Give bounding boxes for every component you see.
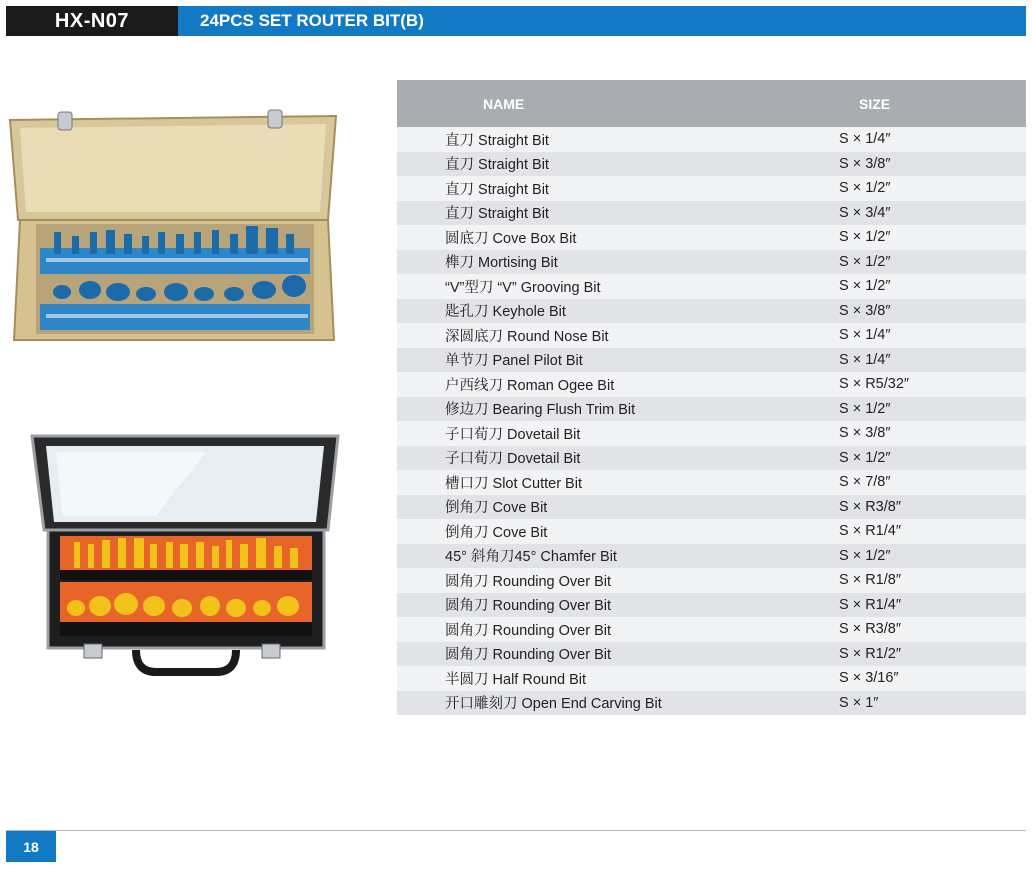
table-row — [397, 397, 1026, 422]
table-row — [397, 372, 1026, 397]
bit-size: S × 3/4″ — [839, 204, 891, 221]
bit-name: 匙孔刀 Keyhole Bit — [445, 304, 566, 321]
specification-table — [397, 80, 1026, 715]
bit-size: S × 1/4″ — [839, 131, 891, 148]
bit-name: 子口荀刀 Dovetail Bit — [445, 451, 581, 468]
table-row — [397, 691, 1026, 716]
table-row — [397, 127, 1026, 152]
bit-size: S × 1/2″ — [839, 180, 891, 197]
bit-name: 半圆刀 Half Round Bit — [445, 671, 587, 688]
table-row — [397, 666, 1026, 691]
bit-size: S × R1/4″ — [839, 523, 901, 540]
product-code: HX-N07 — [6, 6, 178, 36]
bit-name: 圆角刀 Rounding Over Bit — [445, 598, 612, 615]
bit-name: 户西线刀 Roman Ogee Bit — [445, 377, 615, 394]
bit-size: S × 3/8″ — [839, 425, 891, 442]
bit-name: 45° 斜角刀45° Chamfer Bit — [445, 549, 617, 566]
bit-name: 深圆底刀 Round Nose Bit — [445, 328, 609, 345]
bit-size: S × 3/16″ — [839, 670, 899, 687]
column-header-name: NAME — [483, 95, 525, 112]
table-row — [397, 593, 1026, 618]
bit-size: S × 1/2″ — [839, 547, 891, 564]
bit-size: S × 3/8″ — [839, 155, 891, 172]
bit-name: 圆角刀 Rounding Over Bit — [445, 573, 612, 590]
bit-size: S × 7/8″ — [839, 474, 891, 491]
wooden-case-blue-bits-photo — [6, 108, 340, 348]
table-header — [397, 80, 1026, 127]
bit-size: S × 3/8″ — [839, 302, 891, 319]
aluminum-case-yellow-bits-photo — [26, 432, 342, 682]
bit-size: S × 1/4″ — [839, 351, 891, 368]
bit-name: 倒角刀 Cove Bit — [445, 524, 548, 541]
bit-size: S × 1/4″ — [839, 327, 891, 344]
table-row — [397, 617, 1026, 642]
bit-name: 子口荀刀 Dovetail Bit — [445, 426, 581, 443]
bit-size: S × 1/2″ — [839, 278, 891, 295]
table-row — [397, 568, 1026, 593]
table-body — [397, 127, 1026, 715]
bit-name: 榫刀 Mortising Bit — [445, 255, 558, 272]
table-row — [397, 446, 1026, 471]
table-row — [397, 323, 1026, 348]
bit-name: 单节刀 Panel Pilot Bit — [445, 353, 583, 370]
bit-size: S × R3/8″ — [839, 621, 901, 638]
footer-divider — [6, 830, 1026, 831]
bit-name: 圆角刀 Rounding Over Bit — [445, 647, 612, 664]
bit-name: 直刀 Straight Bit — [445, 132, 549, 149]
bit-size: S × 1/2″ — [839, 253, 891, 270]
table-row — [397, 201, 1026, 226]
bit-name: 直刀 Straight Bit — [445, 157, 549, 174]
table-row — [397, 470, 1026, 495]
table-row — [397, 495, 1026, 520]
bit-name: 直刀 Straight Bit — [445, 181, 549, 198]
bit-name: 槽口刀 Slot Cutter Bit — [445, 475, 582, 492]
bit-size: S × R3/8″ — [839, 498, 901, 515]
page-header — [6, 6, 1026, 36]
table-row — [397, 274, 1026, 299]
bit-size: S × R1/4″ — [839, 596, 901, 613]
bit-size: S × R1/2″ — [839, 645, 901, 662]
table-row — [397, 421, 1026, 446]
bit-size: S × 1/2″ — [839, 400, 891, 417]
page-number: 18 — [6, 831, 56, 862]
table-row — [397, 348, 1026, 373]
table-row — [397, 519, 1026, 544]
bit-name: 修边刀 Bearing Flush Trim Bit — [445, 402, 636, 419]
table-row — [397, 176, 1026, 201]
table-row — [397, 299, 1026, 324]
bit-size: S × R1/8″ — [839, 572, 901, 589]
bit-name: 直刀 Straight Bit — [445, 206, 549, 223]
bit-size: S × R5/32″ — [839, 376, 910, 393]
bit-name: 开口雕刻刀 Open End Carving Bit — [445, 696, 662, 713]
bit-name: 圆底刀 Cove Box Bit — [445, 230, 577, 247]
table-row — [397, 152, 1026, 177]
bit-size: S × 1/2″ — [839, 229, 891, 246]
table-row — [397, 642, 1026, 667]
product-title: 24PCS SET ROUTER BIT(B) — [178, 6, 1026, 36]
table-row — [397, 250, 1026, 275]
bit-name: “V”型刀 “V” Grooving Bit — [445, 279, 601, 296]
bit-size: S × 1″ — [839, 694, 879, 711]
table-row — [397, 544, 1026, 569]
bit-name: 圆角刀 Rounding Over Bit — [445, 622, 612, 639]
column-header-size: SIZE — [859, 95, 891, 112]
bit-name: 倒角刀 Cove Bit — [445, 500, 548, 517]
bit-size: S × 1/2″ — [839, 449, 891, 466]
table-row — [397, 225, 1026, 250]
